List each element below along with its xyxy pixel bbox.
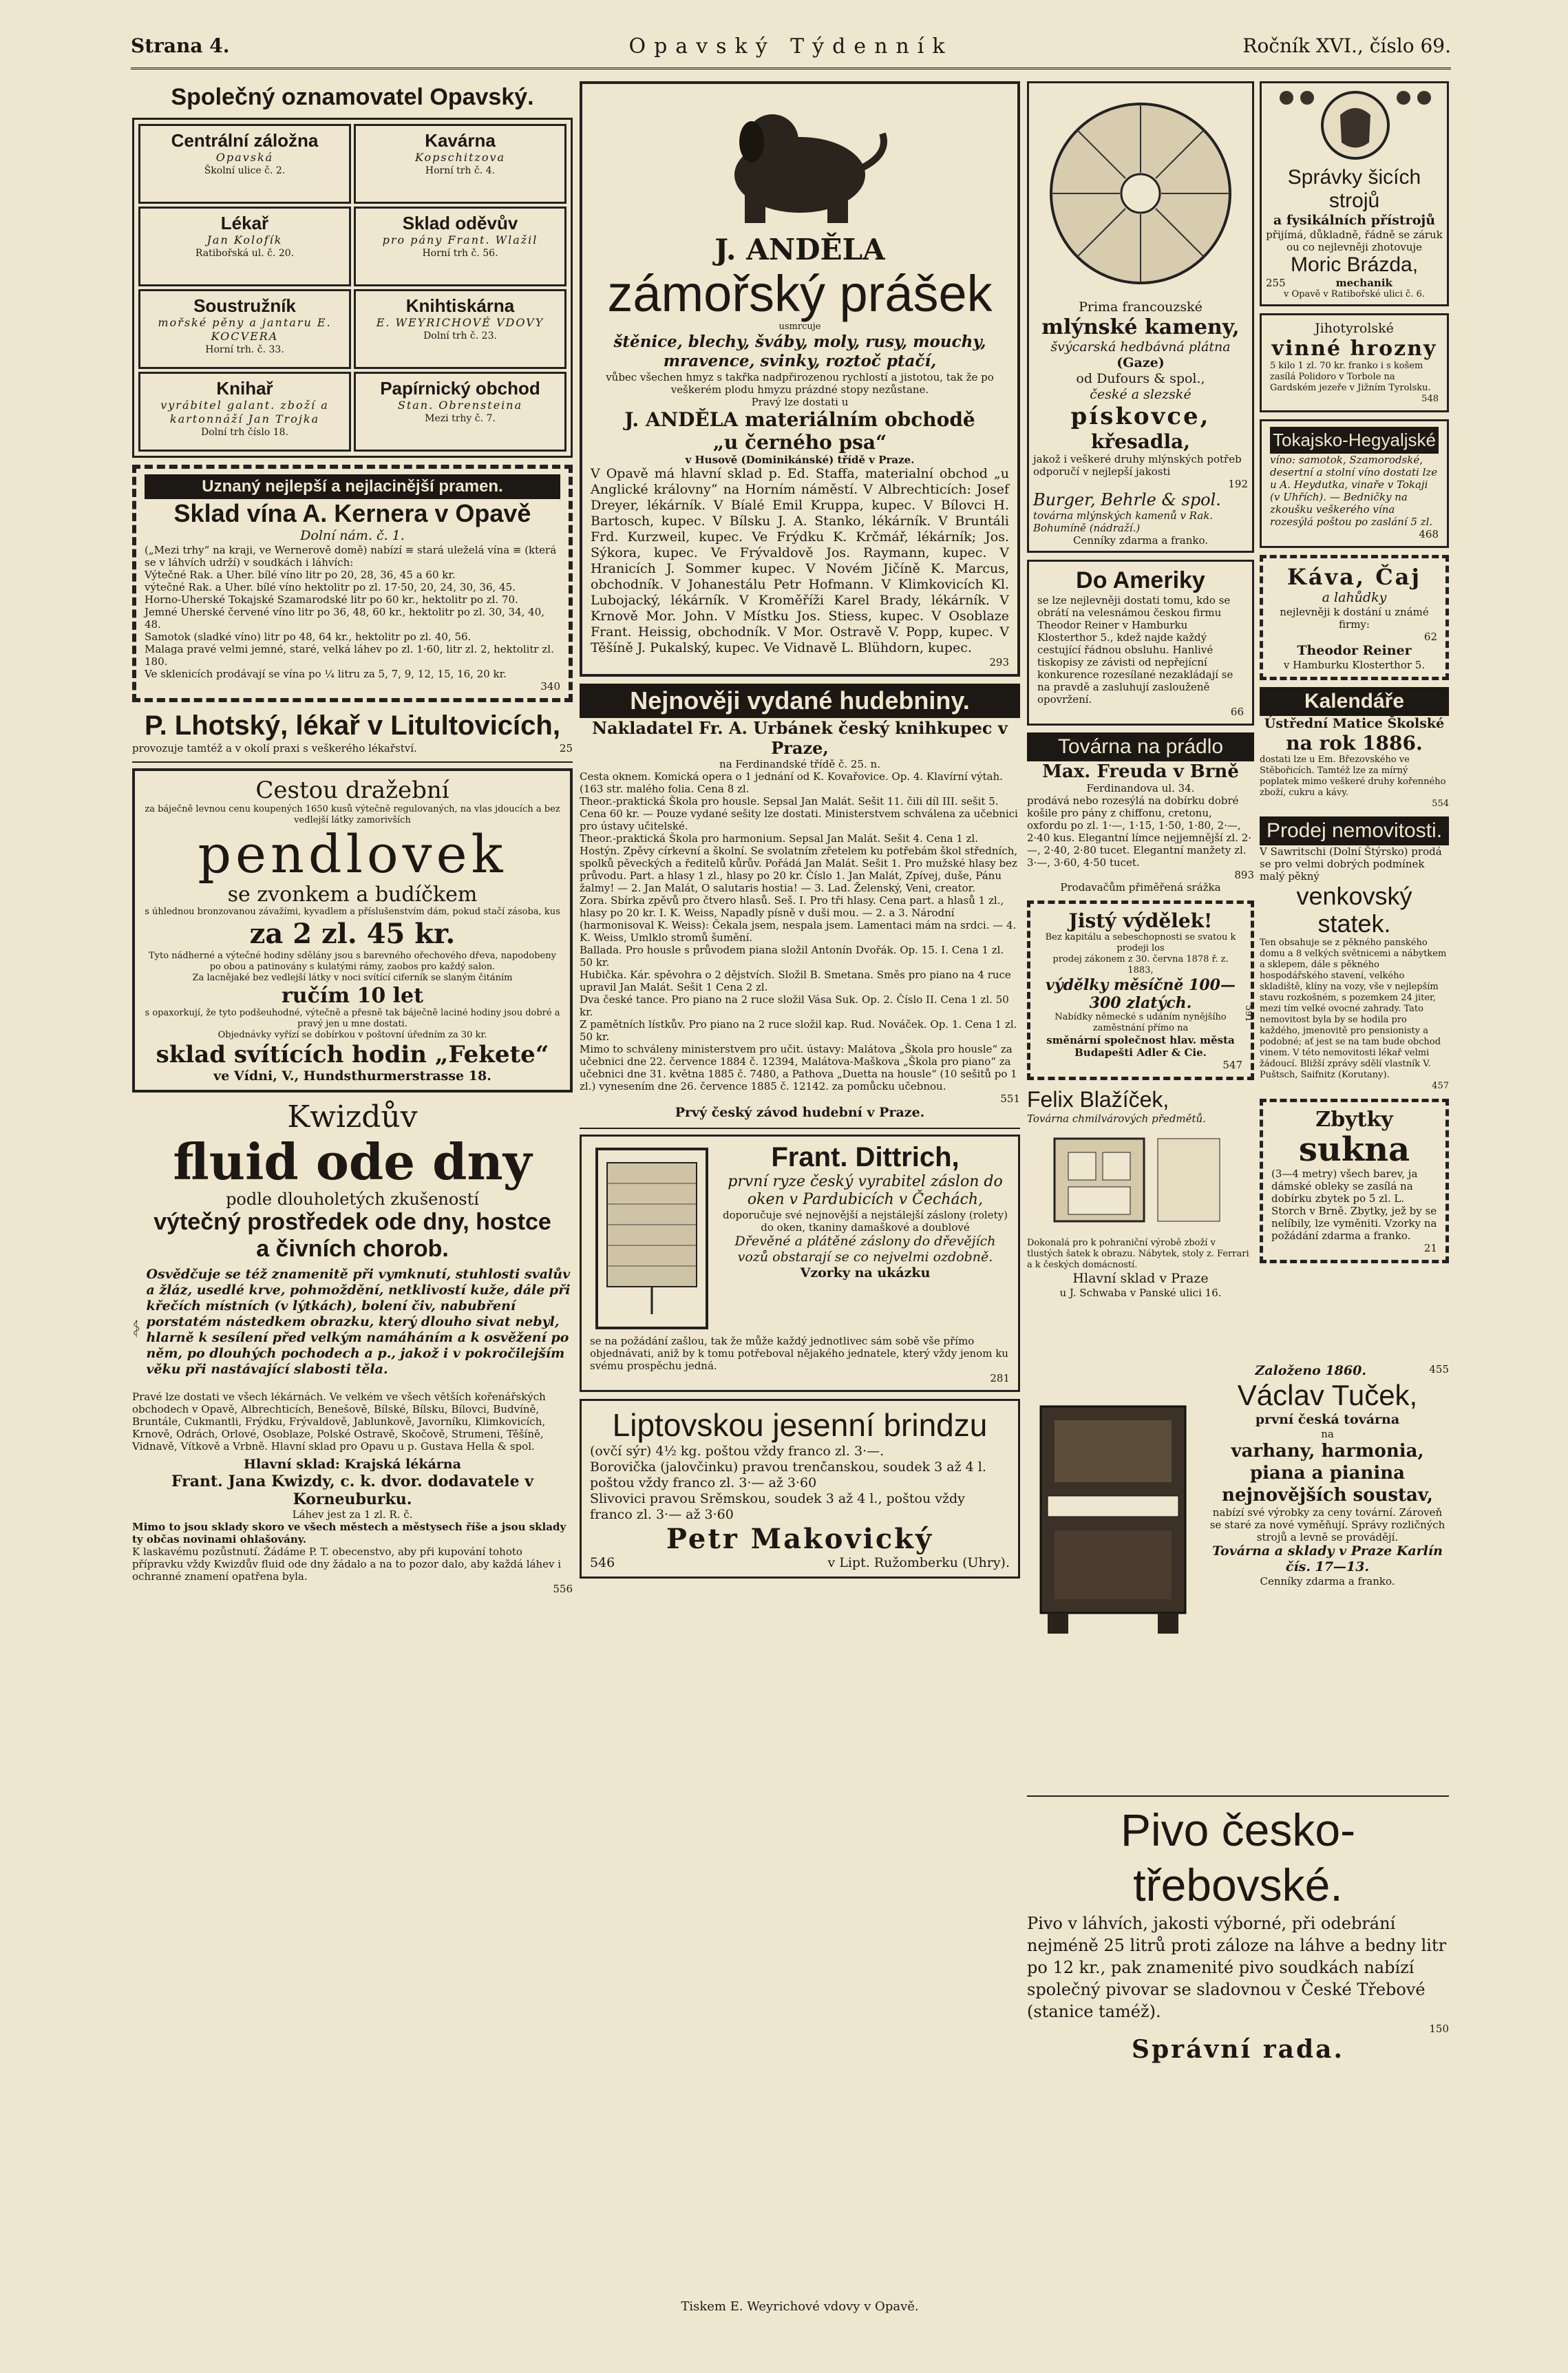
cheese-firm: Petr Makovický <box>666 1523 934 1555</box>
wine-addr: Dolní nám. č. 1. <box>300 528 405 543</box>
ad-number: 455 <box>1429 1363 1449 1375</box>
ad-number: 150 <box>1429 2023 1449 2035</box>
dog-illustration-icon <box>697 92 903 230</box>
linen-addr: Ferdinandova ul. 34. <box>1086 782 1195 794</box>
kwizda-body <box>132 1267 573 1391</box>
clock-text: Za lacnějaké bez vedlejší látky v noci svítící ciferník se slaným čitáním <box>192 973 513 983</box>
earn-title: Jistý výdělek! <box>1068 909 1213 932</box>
coffee-addr: v Hamburku Klosterthor 5. <box>1283 659 1426 671</box>
entry-addr: Mezi trhy č. 7. <box>425 413 496 424</box>
earn-text: Bez kapitálu a sebeschopnosti se svatou k prodeji los <box>1045 932 1236 953</box>
mill-line: švýcarská hedbávná plátna <box>1050 339 1231 355</box>
wine-item: Ve sklenicích prodávají se vína po ¼ litru za 5, 7, 9, 12, 15, 16, 20 kr. <box>145 668 507 680</box>
calendar-year: na rok 1886. <box>1286 732 1423 755</box>
entry-sub: Kopschitzova <box>414 151 506 164</box>
cheese-place: v Lipt. Ružomberku (Uhry). <box>827 1555 1010 1570</box>
calendar-text: dostati lze u Em. Březovského ve Stěbořicích. Tamtéž lze za mírný poplatek mimo veškeré druhy kořenného zboží, cukru a kávy. <box>1260 755 1446 798</box>
tucek-sub: první česká továrna <box>1255 1412 1400 1427</box>
calendar-title: Kalendáře <box>1260 687 1449 716</box>
clock-desc: s úhlednou bronzovanou závažími, kyvadlem a příslušenstvím dám, pokud stačí zásoba, kus <box>145 907 560 917</box>
entry-sub: Stan. Obrensteina <box>397 399 523 412</box>
america-title: Do Ameriky <box>1076 567 1205 593</box>
mill-line: pískovce, <box>1070 403 1211 430</box>
entry-sub: pro pány Frant. Wlažil <box>382 233 538 246</box>
coffee-sub: a lahůdky <box>1322 590 1387 605</box>
coffee-title: Káva, Čaj <box>1287 564 1421 590</box>
cheese-line: (ovčí sýr) 4½ kg. poštou vždy franco zl. 3·—. <box>590 1444 884 1459</box>
entry-addr: Dolní trh č. 23. <box>423 330 497 341</box>
printer-footer: Tiskem E. Weyrichové vdovy v Opavě. <box>681 2299 919 2314</box>
column-1 <box>132 81 573 2298</box>
directory-entry <box>354 372 566 452</box>
mill-firm2: továrna mlýnských kamenů v Rak. Bohumíně (nádraží.) <box>1033 509 1214 534</box>
kwizda-ad <box>132 1099 573 1595</box>
music-item: Ballada. Pro housle s průvodem piana složil Antonín Dvořák. Op. 15. I. Cena 1 zl. 50 kr. <box>580 944 1004 969</box>
beer-text: Pivo v láhvích, jakosti výborné, při odebrání nejméně 25 litrů proti záloze na láhve a bedny litr po 12 kr., pak znamenité pivo soudkách nabízí společný pivovar se sladovnou v České Třebové (stanice taméž). <box>1027 1914 1447 2021</box>
mill-firm: Burger, Behrle & spol. <box>1033 490 1221 509</box>
linen-title: Továrna na prádlo <box>1027 732 1254 761</box>
newspaper-title: Opavský Týdenník <box>628 34 953 59</box>
ad-number: 62 <box>1423 631 1437 643</box>
powder-sub: usmrcuje <box>778 321 821 332</box>
entry-sub: Jan Kolofík <box>206 233 283 246</box>
cheese-line: Slivovici pravou Srěmskou, soudek 3 až 4 l., poštou vždy franco zl. 3·— až 3·60 <box>590 1491 965 1522</box>
ad-number: 551 <box>1000 1093 1020 1105</box>
clock-addr: ve Vídni, V., Hundsthurmerstrasse 18. <box>213 1068 491 1084</box>
entry-addr: Horní trh. č. 33. <box>205 344 284 355</box>
entry-sub: mořské pěny a jantaru E. KOCVERA <box>158 316 332 343</box>
music-item: Hostýn. Zpěvy církevní a školní. Se svolatním zřetelem ku potřebám škol středních, spolků pěveckých a ředitelů kůrův. Pořádá Jan Malát. Sešit 1. Pro mužské hlasy bez průvodu. Part. a hlasy 1 zl., hlasy po 20 kr. Číslo 1. Jan Malát, Zpívej, duše, Pánu žalmy! — 2. Jan Malát, O salutaris hostia! — 3. Lad. Želenský, Veni, creator. <box>580 845 1018 894</box>
powder-street: v Husově (Dominikánské) třídě v Praze. <box>685 454 915 466</box>
music-item: Hubička. Kár. spěvohra o 2 dějstvích. Složil B. Smetana. Směs pro piano na 4 ruce upravil Jan Malát. Sešit 1 Cena 2 zl. <box>580 969 1011 993</box>
directory-entry <box>354 289 566 369</box>
music-item: Theor.-praktická Škola pro harmonium. Sepsal Jan Malát. Sešit 4. Cena 1 zl. <box>580 832 979 845</box>
cheese-title: Liptovskou jesenní brindzu <box>612 1407 988 1443</box>
music-item: Cesta oknem. Komická opera o 1 jednání od K. Kovařovice. Op. 4. Klavírní výtah. (163 str. malého folia. Cena 8 zl. <box>580 770 1003 795</box>
tucek-addr: Továrna a sklady v Praze Karlín čís. 17—13. <box>1212 1543 1443 1574</box>
kwizda-note: Mimo to jsou sklady skoro ve všech městech a městysech říše a jsou sklady ty občas novinami ohlašovány. <box>132 1521 566 1546</box>
wine-banner: Uznaný nejlepší a nejlacinější pramen. <box>145 474 560 499</box>
divider <box>132 761 573 763</box>
clock-price: za 2 zl. 45 kr. <box>249 918 456 950</box>
mill-line: mlýnské kameny, <box>1041 315 1240 339</box>
blinds-sub2: Dřevěné a plátěné záslony do dřevějích vozů obstarají se co nejvelmi ozdobně. <box>734 1234 996 1265</box>
powder-pests: štěnice, blechy, šváby, moly, rusy, mouchy, mravence, svinky, roztoč ptačí, <box>613 333 986 370</box>
music-item: Theor.-praktická Škola pro housle. Sepsal Jan Malát. Sešit 11. čili díl III. sešit 5. Cena 60 kr. — Pouze vydané sešity lze dostati. Ministerstvem schválena za učebnici pro ústavy učitelské. <box>580 795 1018 832</box>
entry-addr: Horní trh č. 4. <box>425 165 496 176</box>
estate-text: Ten obsahuje se z pěkného panského domu a 8 velkých světnicemi a nábytkem a sklepem, dále s pěkného hospodářského stavení, velkého skladiště, klíny na vozy, vše v nejlepším stavu rozkošném, s pozemkem 24 jiter, mezi tím velké ovocné zahrady. Tato nemovitost byla by se hodila pro každého, jmenovitě pro pensionisty a podobné; ať jest se na tam bude obchod vinem. V této nemovitosti lékař velmi žádoucí. Bližší zprávy sdělí vlastník V. Puštsch, Saifnitz (Korutany). <box>1260 938 1447 1080</box>
entry-sub: Opavská <box>215 151 274 164</box>
blinds-ad <box>580 1135 1020 1392</box>
tucek-text-block <box>1206 1379 1449 1641</box>
scales-sub: a fysikálních přístrojů <box>1273 213 1436 228</box>
kwizda-text: Pravé lze dostati ve všech lékárnách. Ve velkém ve všech větších kořenářských obchodech v Opavě, Albrechticích, Benešově, Bílské, Bílsku, Bílovci, Budvíně, Bruntále, Cukmantli, Frýdku, Frývaldově, Jablunkově, Javorníku, Klimkovicích, Krnově, Odrách, Orlové, Osoblaze, Polské Ostravě, Skočově, Strumeni, Těšíně, Vidnavě, Vítkově a Vrbně. Hlavní sklad pro Opavu u p. Gustava Hella & spol. <box>132 1391 546 1453</box>
coffee-firm: Theodor Reiner <box>1297 643 1412 658</box>
blinds-sample: Vzorky na ukázku <box>800 1265 931 1280</box>
music-header: Nejnověji vydané hudebniny. <box>580 684 1020 718</box>
entry-name: Lékař <box>220 213 269 233</box>
blinds-sub: první ryze český vyrabitel záslon do oken v Pardubicích v Čechách, <box>728 1173 1003 1208</box>
kwizda-price: Láhev jest za 1 zl. R. č. <box>292 1508 413 1521</box>
powder-shop2: „u černého psa“ <box>712 431 887 454</box>
powder-text: vůbec všechen hmyz s takřka nadpřirozenou rychlostí a jistotou, tak že po veškerém plodu hmyzu prázdné stopy nezůstane. <box>606 371 994 396</box>
felix-title: Felix Blažíček, <box>1027 1087 1169 1112</box>
ad-number: 893 <box>1234 869 1254 881</box>
estate-big: venkovský statek. <box>1296 882 1412 938</box>
ad-number: 25 <box>559 742 573 755</box>
stove-illustration-icon <box>1027 1125 1233 1235</box>
earn-big: výdělky měsíčně 100—300 zlatých. <box>1046 976 1236 1012</box>
music-addr: na Ferdinandské třídě č. 25. n. <box>719 758 880 770</box>
mill-line: Prima francouzské <box>1079 299 1203 315</box>
music-footer: Prvý český závod hudební v Praze. <box>675 1105 925 1120</box>
millstone-illustration-icon <box>1044 90 1237 297</box>
mill-ad <box>1027 81 1254 553</box>
music-item: Z pamětních lístkův. Pro piano na 2 ruce složil kap. Rud. Nováček. Op. 1. Cena 1 zl. 50 kr. <box>580 1018 1017 1043</box>
wine-item: Výtečné Rak. a Uher. bílé víno litr po 20, 28, 36, 45 a 60 kr. <box>145 569 456 581</box>
clock-text: Objednávky vyřízí se dobírkou v poštovní úředním za 30 kr. <box>218 1030 487 1040</box>
powder-list: V Opavě má hlavní sklad p. Ed. Staffa, materialní obchod „u Anglické královny“ na Horním náměstí. V Albrechticích: Josef Dreyer, lékárník. V Bíalé Emil Kruppa, kupec. V Bílovci H. Bartosch, kupec. V Bílsku J. A. Stanko, lékárník. V Bruntáli Frd. Kurzweil, kupec. Ve Frýdku K. Krčmář, lékárník; Jos. Sýkora, kupec. Ve Frývaldově Jos. Raymann, kupec. V Hranicích J. Sommer kupec. V Novém Jičíně K. Marcus, obchodník. V Johanestálu Petr Hofmann. V Klimkovicích Kl. Lubojacký, lékárník. V Kroměříži Karel Brady, lékárník. V Krnově Mor. John. V Místku Jos. Stiess, kupec. V Osoblaze Frant. Heissig, obchodník. V Mor. Ostravě V. Popp, kupec. V Těšíně J. Pukalský, kupec. Ve Vidnavě L. Blühdorn, kupec. <box>591 466 1009 655</box>
divider <box>580 1128 1020 1129</box>
directory-entry <box>138 207 351 286</box>
beer-title: Pivo česko-třebovské. <box>1120 1804 1356 1910</box>
issue-number: Ročník XVI., číslo 69. <box>1242 34 1451 57</box>
kwizda-l4: výtečný prostředek ode dny, hostce <box>153 1209 551 1235</box>
music-item: Zora. Sbírka zpěvů pro čtvero hlasů. Seš. I. Pro tři hlasy. Cena part. a hlasů 1 zl., hlasy po 20 kr. I. K. Weiss, Napadly písně v duši mou. — 2. a 3. Národní (harmonisoval K. Weiss): Čekala jsem, nespala jsem. Lamentaci mám na srdci. — 4. K. Weiss, Umlklo stromů šumění. <box>580 894 1017 944</box>
beer-ad <box>1027 1790 1449 2175</box>
linen-text: prodává nebo rozesýlá na dobírku dobré košile pro pány z chiffonu, cretonu, oxfordu po zl. 1·—, 1·15, 1·50, 1·80, 2·—, 2·40 kus. Elegantní límce nejjemnější zl. 2·—, 2·40, 2·80 tucet. Elegantní manžety zl. 3·—, 3·60, 4·50 tucet. <box>1027 794 1252 869</box>
page-number: Strana 4. <box>131 34 230 57</box>
doctor-title: P. Lhotský, lékař v Litultovicích, <box>145 710 560 741</box>
cheese-line: Borovička (jalovčinku) pravou trenčanskou, soudek 3 až 4 l. poštou vždy franco zl. 3·— až 3·60 <box>590 1459 986 1490</box>
wine-item: Samotok (sladké víno) litr po 48, 64 kr., hektolitr po zl. 40, 56. <box>145 631 472 643</box>
ad-number: 281 <box>990 1372 1010 1384</box>
mill-line: od Dufours & spol., <box>1076 371 1205 386</box>
wine-intro: („Mezi trhy“ na kraji, ve Wernerově domě) nabízí ≡ stará uleželá vína ≡ (která se v láhvích udrží) v soudkách i láhvích: <box>145 544 557 569</box>
mill-line: křesadla, <box>1091 430 1190 453</box>
page-header <box>131 25 1451 73</box>
column-3 <box>1027 81 1254 1307</box>
blinds-body <box>590 1142 1010 1335</box>
earn-ad <box>1027 900 1254 1080</box>
entry-sub: E. WEYRICHOVÉ VDOVY <box>376 316 544 329</box>
tyrol-text: 5 kilo 1 zl. 70 kr. franko i s košem zasílá Polidoro v Torbole na Gardském jezeře v Jižním Tyrolsku. <box>1270 361 1431 393</box>
mill-text: jakož i veškeré druhy mlýnských potřeb odporučí v nejlepší jakosti <box>1033 453 1242 478</box>
entry-name: Papírnický obchod <box>380 378 540 399</box>
ad-number: 547 <box>1222 1059 1242 1071</box>
directory-entry <box>138 372 351 452</box>
felix-hq: Hlavní sklad v Praze <box>1072 1271 1209 1286</box>
kwizda-hq: Frant. Jana Kwizdy, c. k. dvor. dodavatele v Korneuburku. <box>171 1473 534 1508</box>
tokaj-text: víno: samotok, Szamorodské, desertní a stolní víno dostati lze u A. Heydutka, vinaře v Tokaji (v Uhřích). — Bedničky na zkoušku veškerého vína rozesýlá poštou po zaslání 5 zl. <box>1270 454 1438 528</box>
tucek-title: Václav Tuček, <box>1237 1379 1418 1411</box>
ad-number: 293 <box>989 656 1009 668</box>
column-4 <box>1260 81 1449 1307</box>
tokaj-title: Tokajsko-Hegyaljské <box>1270 427 1439 454</box>
ad-number: 21 <box>1423 1242 1437 1254</box>
ad-number: 554 <box>1432 799 1449 809</box>
earn-text: Nabídky německé s udáním nynějšího zaměstnání přímo na <box>1055 1012 1227 1033</box>
kwizda-l3: podle dlouholetých zkušeností <box>226 1190 479 1209</box>
scales-addr: v Opavě v Ratibořské ulici č. 6. <box>1283 289 1426 299</box>
scales-role: mechanik <box>1335 277 1392 289</box>
clock-text: Tyto nádherné a výtečné hodiny sdělány jsou s barevného ořechového dřeva, napodobeny po obou a patinovány s kulatými rámy, zaobos pro každý salon. <box>149 951 556 972</box>
estate-title: Prodej nemovitosti. <box>1260 816 1449 845</box>
cloth-text: (3—4 metry) všech barev, ja dámské obleky se zasílá na dobírku zbytek po 5 zl. L. Storch v Brně. Zbytky, jež by se nelíbily, lze vyměniti. Vzorky na požádání zdarma a franko. <box>1271 1168 1437 1242</box>
directory-box <box>132 118 573 458</box>
kwizda-l5: a čivních chorob. <box>256 1236 449 1262</box>
directory-entry <box>138 124 351 204</box>
cheese-ad <box>580 1399 1020 1579</box>
entry-sub: vyrábitel galant. zboží a kartonnáží Jan Trojka <box>160 399 329 425</box>
ad-number: 457 <box>1432 1081 1449 1091</box>
cloth-ad <box>1260 1099 1449 1263</box>
column-2 <box>580 81 1020 2295</box>
divider <box>1027 1795 1449 1797</box>
estate-ad <box>1260 816 1449 1092</box>
clock-firm: sklad svítících hodin „Fekete“ <box>156 1041 549 1068</box>
entry-name: Sklad oděvův <box>402 213 518 233</box>
kwizda-l2: fluid ode dny <box>173 1132 532 1191</box>
felix-text: Dokonalá pro k pohraniční výrobě zboží v tlustých šatek k obrazu. Nábytek, stoly z. Ferrari a k českých domácností. <box>1027 1238 1249 1270</box>
wine-item: výtečné Rak. a Uher. bílé víno hektolitr po zl. 17·50, 20, 24, 30, 36, 45. <box>145 581 516 593</box>
entry-name: Knihtiskárna <box>405 295 515 316</box>
scales-row <box>1266 277 1443 289</box>
scales-name: Moric Brázda, <box>1290 253 1419 276</box>
clock-title: Cestou dražební <box>255 777 449 804</box>
linen-note: Prodavačům přiměřená srážka <box>1060 881 1221 894</box>
felix-ad <box>1027 1087 1254 1299</box>
blinds-text: doporučuje své nejnovější a nejstálejší záslony (rolety) do oken, tkaniny damaškové a doublové <box>723 1209 1008 1234</box>
tucek-sub2: na <box>1321 1428 1334 1440</box>
powder-shop: J. ANDĚLA materiálním obchodě <box>624 408 975 431</box>
powder-ad <box>580 81 1020 677</box>
scales-ad <box>1260 81 1449 306</box>
kwizda-note2: K laskavému pozůstnutí. Žádáme P. T. obecenstvo, aby při kupování tohoto přípravku vždy Kwizdův fluid ode dny žádalo a na to pozor dalo, aby každá láhev i ochranné znamení opatřena byla. <box>132 1546 562 1583</box>
cloth-title: Zbytky <box>1315 1108 1393 1132</box>
powder-avail: Pravý lze dostati u <box>751 396 849 408</box>
tyrol-title: Jihotyrolské <box>1315 321 1394 336</box>
clock-intro: za báječně levnou cenu koupených 1650 kusů výtečně regulovaných, na vlas jdoucích a bez vedlejší látky zamorivších <box>145 804 560 825</box>
kwizda-hq-label: Hlavní sklad: Krajská lékárna <box>244 1457 461 1472</box>
wine-item: Jemné Uherské červené víno litr po 36, 48, 60 kr., hektolitr po zl. 30, 34, 40, 48. <box>145 606 545 631</box>
music-item: Mimo to schváleny ministerstvem pro učit. ústavy: Malátova „Škola pro housle“ za učebnici dne 22. července 1884 č. 12394, Malátova-Maškova „Škola pro piano“ za učebnici dne 31. května 1885 č. 7480, a Pathova „Duetta na housle“ (10 sešitů po 1 zl.) vynesením dne 26. července 1885 č. 12142. za pomůcku učebnou. <box>580 1043 1017 1093</box>
clock-warranty: ručím 10 let <box>281 984 423 1008</box>
ad-number: 556 <box>553 1583 573 1595</box>
tucek-est: Založeno 1860. <box>1255 1363 1366 1378</box>
ad-number: 255 <box>1266 277 1286 289</box>
clock-sub: se zvonkem a budíčkem <box>227 883 478 907</box>
powder-title: zámořský prášek <box>607 265 993 322</box>
doctor-line <box>132 742 573 755</box>
america-ad <box>1027 560 1254 726</box>
music-item: Dva české tance. Pro piano na 2 ruce složil Vása Suk. Op. 2. Číslo II. Cena 1 zl. 50 kr. <box>580 993 1009 1018</box>
tucek-ad <box>1027 1363 1449 1749</box>
wine-title: Sklad vína A. Kernera v Opavě <box>173 499 531 527</box>
earn-text: prodej zákonem z 30. června 1878 ř. z. 1883, <box>1052 954 1229 975</box>
cloth-title2: sukna <box>1298 1130 1410 1169</box>
music-pub: Nakladatel Fr. A. Urbánek český knihkupec v Praze, <box>592 718 1008 758</box>
mill-line: české a slezské <box>1090 387 1191 402</box>
calendar-sub: Ústřední Matice Školské <box>1264 716 1445 731</box>
mill-cat: Cenníky zdarma a franko. <box>1072 534 1209 547</box>
doctor-ad <box>132 709 573 755</box>
estate-text: V Sawritschi (Dolní Štýrsko) prodá se pro velmi dobrých podmínek malý pěkný <box>1260 845 1442 883</box>
clock-ad <box>132 768 573 1093</box>
america-text: se lze nejlevněji dostati tomu, kdo se obrátí na velesnámou českou firmu Theodor Reiner v Hamburku Klosterthor 5., kdež najde každý cestující řádnou obsluhu. Hanlivé tiskopisy ze závisti od nepřejícní konkurence rozesílané nezakládají se na pravdě a zasluhují zaslouženě opovržení. <box>1037 594 1233 706</box>
entry-addr: Horní trh č. 56. <box>422 248 498 259</box>
kwizda-italic: Osvědčuje se též znamenitě při vymknutí, stuhlosti svalův a žláz, usedlé krve, pohmoždění, netklivostí kuže, dále při křečích místních (v lýtkách), bolení čiv, nabubření porstatém nástedkem obrazku, který dlouho sivat nebyl, hlarně k sesílení před velkým namáháním a k osvěžení po něm, po dlouhých pochodech a p., jakož i v pokročilejším věku při nastávající slabosti těla. <box>146 1267 571 1377</box>
kwizda-l1: Kwizdův <box>287 1099 418 1135</box>
ad-number: 192 <box>1228 478 1248 490</box>
window-blind-illustration-icon <box>590 1142 714 1335</box>
entry-name: Soustružník <box>193 295 296 316</box>
wine-item: Horno-Uherské Tokajské Szamarodské litr po 60 kr., hektolitr po zl. 70. <box>145 593 518 606</box>
music-ad <box>580 684 1020 1121</box>
wine-item: Malaga pravé velmi jemné, staré, velká láhev po zl. 1·60, litr zl. 2, hektolitr zl. 180. <box>145 643 554 668</box>
ad-number: 66 <box>1230 706 1244 718</box>
entry-name: Centrální záložna <box>171 130 319 151</box>
doctor-text: provozuje tamtéž a v okolí praxi s veškerého lékařství. <box>132 742 417 755</box>
entry-name: Knihař <box>216 378 273 399</box>
tokaj-ad <box>1260 419 1449 548</box>
coffee-text: nejlevněji k dostání u známé firmy: <box>1280 606 1429 631</box>
linen-owner: Max. Freuda v Brně <box>1042 761 1239 782</box>
ad-number: 468 <box>1419 528 1439 540</box>
vertical-number: 591 <box>1243 1005 1253 1022</box>
scales-title: Správky šicích strojů <box>1287 166 1421 212</box>
directory-entry <box>138 289 351 369</box>
ad-number: 546 <box>590 1555 615 1570</box>
clock-big: pendlovek <box>198 823 507 885</box>
entry-name: Kavárna <box>425 130 496 151</box>
entry-addr: Dolní trh číslo 18. <box>201 427 288 438</box>
mill-line: (Gaze) <box>1116 355 1165 370</box>
header-rule <box>131 67 1451 70</box>
blinds-title: Frant. Dittrich, <box>771 1142 960 1172</box>
coffee-ad <box>1260 555 1449 680</box>
cheese-bottom <box>590 1555 1010 1571</box>
entry-addr: Ratibořská ul. č. 20. <box>195 248 295 259</box>
earn-firm: směnární společnost hlav. města Budapešti Adler & Cie. <box>1046 1034 1235 1059</box>
clock-text: s opaxorkují, že tyto podšeuhodné, výtečně a přesně tak báječně laciné hodiny jsou dobré a pravý jen u mne dostati. <box>145 1008 560 1029</box>
calendar-ad <box>1260 687 1449 810</box>
ad-number: 548 <box>1421 394 1439 404</box>
directory-entry <box>354 207 566 286</box>
beer-sign: Správní rada. <box>1131 2035 1345 2064</box>
portrait-medallion-icon <box>1266 87 1441 163</box>
blinds-text-block <box>721 1142 1010 1335</box>
tucek-body <box>1027 1379 1449 1641</box>
directory-grid <box>138 124 566 452</box>
tucek-top <box>1027 1363 1449 1379</box>
scales-text: přijímá, důkladně, řádně se záruk ou co nejlevněji zhotovuje <box>1266 229 1443 253</box>
snake-emblem-icon <box>132 1267 140 1391</box>
tucek-cat: Cenníky zdarma a franko. <box>1260 1575 1395 1588</box>
linen-ad <box>1027 732 1254 894</box>
tucek-text: nabízí své výrobky za ceny tovární. Zároveň se staré za nové vyměňují. Správy rozličných strojů a levně se provádějí. <box>1209 1506 1445 1543</box>
tyrol-ad <box>1260 313 1449 412</box>
harmonium-illustration-icon <box>1027 1379 1199 1641</box>
ad-number: 340 <box>540 680 560 693</box>
tucek-items: varhany, harmonia, piana a pianina nejnovějších soustav, <box>1222 1441 1433 1506</box>
felix-sub: Továrna chmilvárových předmětů. <box>1027 1112 1206 1125</box>
blinds-tail: se na požádání zašlou, tak že může každý jednotlivec sám sobě vše přímo objednávati, aniž by k tomu potřeboval nějakého jednatele, který vždy jenom ku svému prospěchu jedná. <box>590 1335 1008 1372</box>
tyrol-title2: vinné hrozny <box>1271 337 1437 361</box>
section-title: Společný oznamovatel Opavský. <box>171 84 534 110</box>
entry-addr: Školní ulice č. 2. <box>204 165 286 176</box>
directory-entry <box>354 124 566 204</box>
felix-addr: u J. Schwaba v Panské ulici 16. <box>1059 1287 1222 1299</box>
powder-brand: J. ANDĚLA <box>714 233 885 266</box>
wine-ad <box>132 465 573 702</box>
